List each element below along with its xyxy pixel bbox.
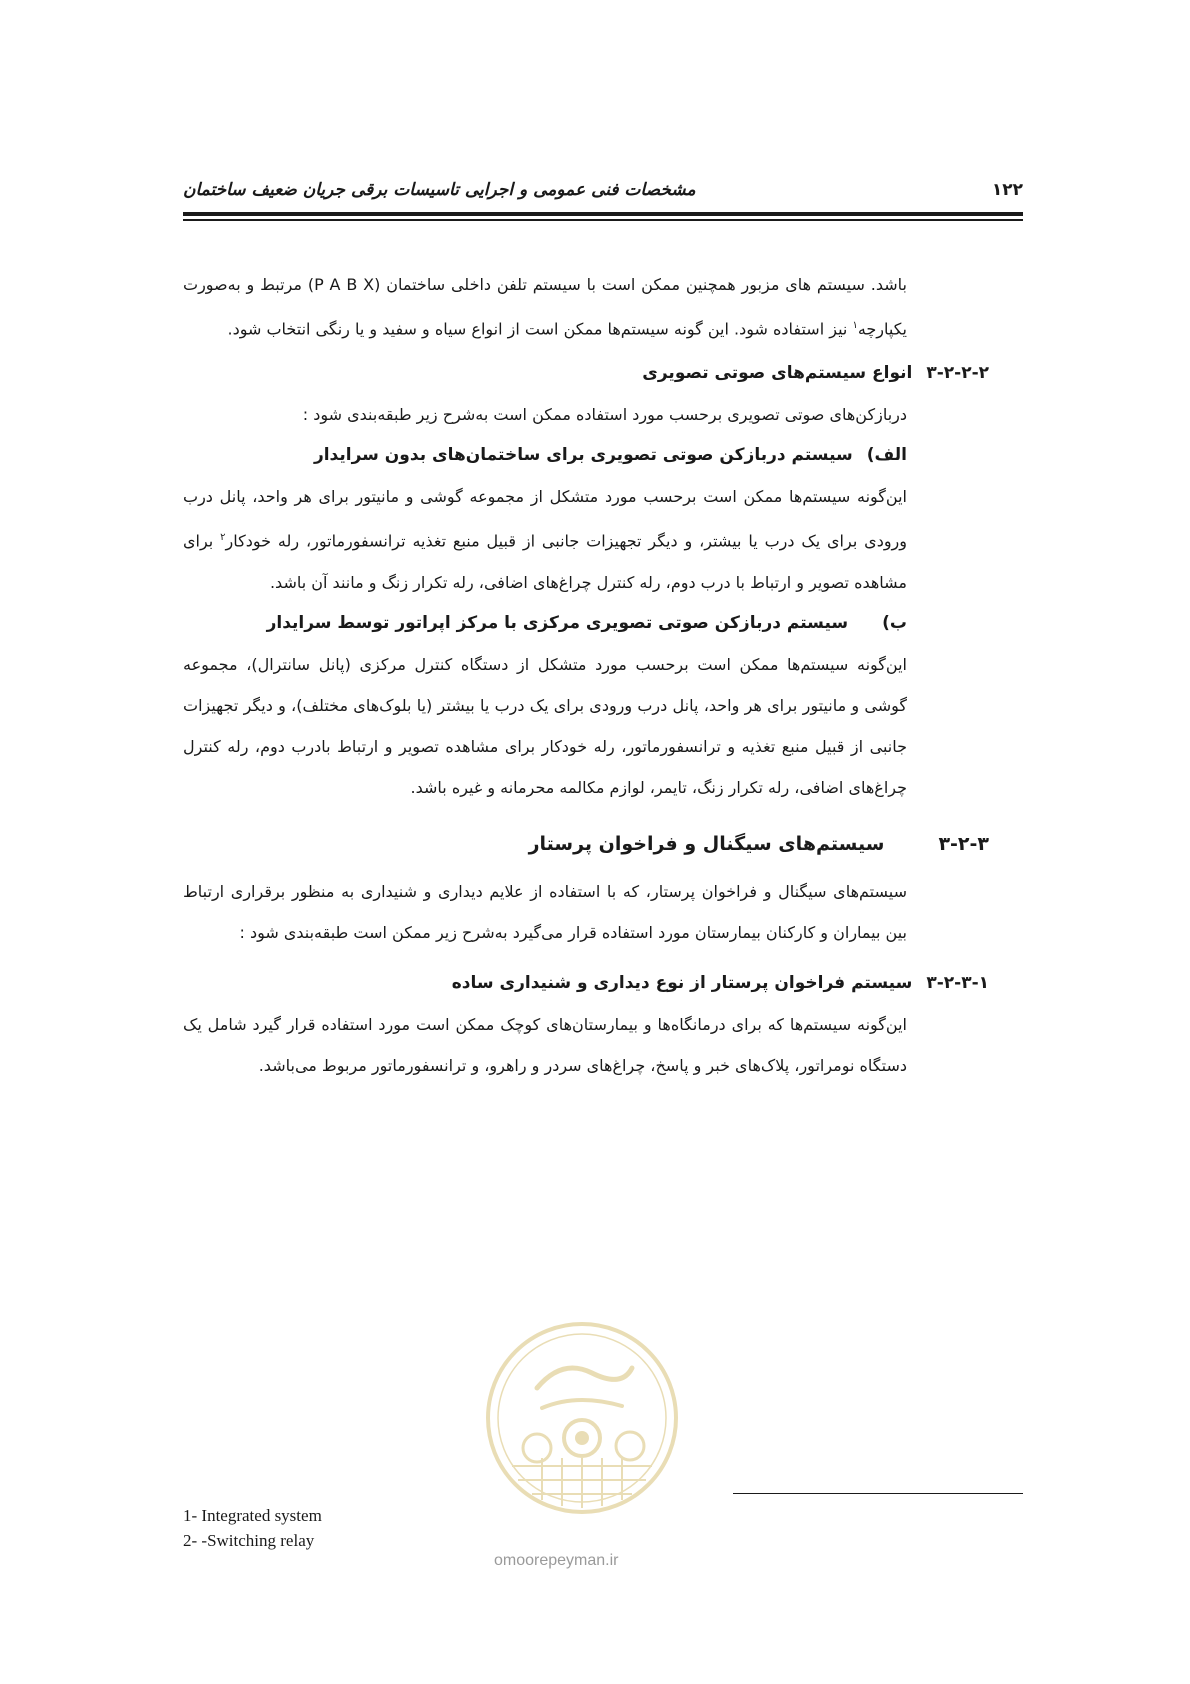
- heading-3-2-2-2: [183, 353, 989, 394]
- heading-number: ۳-۲-۳: [938, 832, 989, 855]
- page-number: ۱۲۲: [991, 180, 1023, 200]
- running-header: [183, 178, 1023, 208]
- heading-3-2-3: [183, 824, 989, 865]
- header-rule-thin: [183, 219, 1023, 221]
- heading-title: انواع سیستم‌های صوتی تصویری: [642, 363, 913, 384]
- heading-number: ۳-۲-۲-۲: [926, 363, 989, 384]
- subheading-alef: [183, 435, 907, 476]
- body-content: [183, 264, 989, 1086]
- header-title: مشخصات فنی عمومی و اجرایی تاسیسات برقی جریان ضعیف ساختمان: [183, 180, 696, 200]
- paragraph-alef: این‌گونه سیستم‌ها ممکن است برحسب مورد متشکل از مجموعه گوشی و مانیتور برای هر واحد، پانل درب ورودی برای یک درب یا بیشتر، و دیگر تجهیزات جانبی از قبیل منبع تغذیه ترانسفورماتور، رله خودکار$^۲$ برای مشاهده تصویر و ارتباط با درب دوم، رله کنترل چراغ‌های اضافی، رله تکرار زنگ و مانند آن باشد.: [183, 487, 907, 592]
- footnote-1: 1- Integrated system: [183, 1506, 322, 1525]
- subheading-letter: ب): [882, 612, 907, 633]
- watermark-site: omoorepeyman.ir: [494, 1552, 619, 1569]
- heading-number: ۳-۲-۳-۱: [926, 972, 989, 993]
- paragraph-simple-nurse-call: این‌گونه سیستم‌ها که برای درمانگاه‌ها و بیمارستان‌های کوچک ممکن است مورد استفاده قرار گیرد شامل یک دستگاه نومراتور، پلاک‌های خبر و پاسخ، چراغ‌های سردر و راهرو، و ترانسفورماتور مربوط می‌باشد.: [183, 1014, 907, 1075]
- paragraph-nurse-call: سیستم‌های سیگنال و فراخوان پرستار، که با استفاده از علایم دیداری و شنیداری به منظور برقراری ارتباط بین بیماران و کارکنان بیمارستان مورد استفاده قرار می‌گیرد به‌شرح زیر ممکن است طبقه‌بندی شود :: [183, 881, 907, 942]
- subheading-title: سیستم دربازکن صوتی تصویری مرکزی با مرکز اپراتور توسط سرایدار: [266, 612, 849, 633]
- header-rule-thick: [183, 212, 1023, 216]
- heading-title: سیستم‌های سیگنال و فراخوان پرستار: [528, 832, 885, 855]
- subheading-letter: الف): [866, 445, 907, 466]
- heading-3-2-3-1: [183, 963, 989, 1004]
- intro-paragraph: باشد. سیستم های مزبور همچنین ممکن است با سیستم تلفن داخلی ساختمان (P A B X) مرتبط و به‌صورت یکپارچه$^۱$ نیز استفاده شود. این گونه سیستم‌ها ممکن است از انواع سیاه و سفید و یا رنگی انتخاب شود.: [183, 275, 907, 339]
- footnote-ref-2: ۲: [220, 532, 226, 544]
- footnotes: [183, 1503, 322, 1553]
- paragraph-be: این‌گونه سیستم‌ها ممکن است برحسب مورد متشکل از دستگاه کنترل مرکزی (پانل سانترال)، مجموعه گوشی و مانیتور برای هر واحد، پانل درب ورودی برای یک درب یا بیشتر (یا بلوک‌های مختلف)، و دیگر تجهیزات جانبی از قبیل منبع تغذیه و ترانسفورماتور، رله خودکار برای مشاهده تصویر و ارتباط بادرب دوم، رله کنترل چراغ‌های اضافی، رله تکرار زنگ، تایمر، لوازم مکالمه محرمانه و غیره باشد.: [183, 654, 907, 797]
- subheading-be: [183, 603, 907, 644]
- watermark-logo-icon: [482, 1318, 682, 1518]
- footnote-2: 2- -Switching relay: [183, 1531, 315, 1550]
- footnote-rule: [733, 1493, 1023, 1494]
- footnote-ref-1: ۱: [852, 320, 858, 331]
- paragraph-classification: دربازکن‌های صوتی تصویری برحسب مورد استفاده ممکن است به‌شرح زیر طبقه‌بندی شود :: [302, 405, 907, 425]
- heading-title: سیستم فراخوان پرستار از نوع دیداری و شنیداری ساده: [451, 972, 913, 993]
- subheading-title: سیستم دربازکن صوتی تصویری برای ساختمان‌های بدون سرایدار: [313, 445, 853, 466]
